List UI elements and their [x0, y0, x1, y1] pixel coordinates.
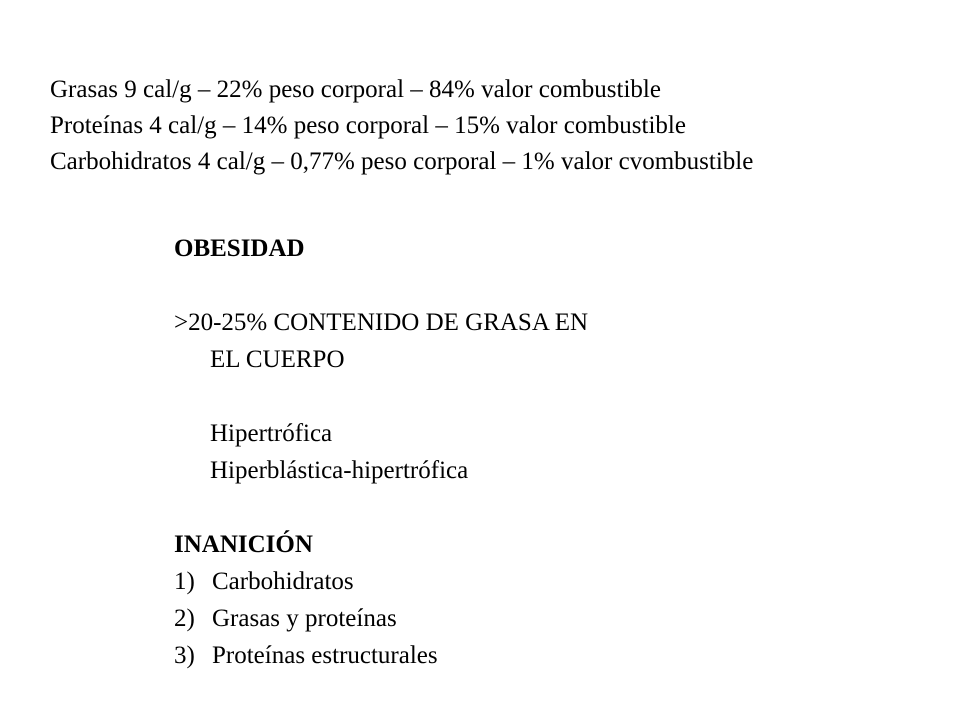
- step-number: 2): [174, 605, 195, 632]
- fact-grasas: Grasas 9 cal/g – 22% peso corporal – 84% valor combustible: [50, 76, 661, 103]
- nutrient-facts: [50, 72, 753, 180]
- step-text: Proteínas estructurales: [212, 642, 438, 669]
- step-number: 3): [174, 642, 195, 669]
- main-content: [174, 230, 588, 674]
- obesidad-definition-line1: >20-25% CONTENIDO DE GRASA EN: [174, 309, 589, 336]
- inanicion-step: [174, 600, 588, 637]
- fact-carbohidratos: Carbohidratos 4 cal/g – 0,77% peso corporal – 1% valor cvombustible: [50, 148, 754, 175]
- obesidad-heading: OBESIDAD: [174, 235, 305, 262]
- spacer: [174, 378, 588, 415]
- spacer: [174, 489, 588, 526]
- obesidad-type-hiperblastica: Hiperblástica-hipertrófica: [210, 457, 469, 484]
- step-text: Carbohidratos: [212, 568, 354, 595]
- fact-proteinas: Proteínas 4 cal/g – 14% peso corporal – 15% valor combustible: [50, 112, 686, 139]
- obesidad-definition-line2: EL CUERPO: [210, 346, 345, 373]
- inanicion-step: [174, 563, 588, 600]
- inanicion-heading: INANICIÓN: [174, 531, 313, 558]
- spacer: [174, 267, 588, 304]
- inanicion-step: [174, 637, 588, 674]
- step-number: 1): [174, 568, 195, 595]
- step-text: Grasas y proteínas: [212, 605, 397, 632]
- obesidad-type-hipertrofica: Hipertrófica: [210, 420, 333, 447]
